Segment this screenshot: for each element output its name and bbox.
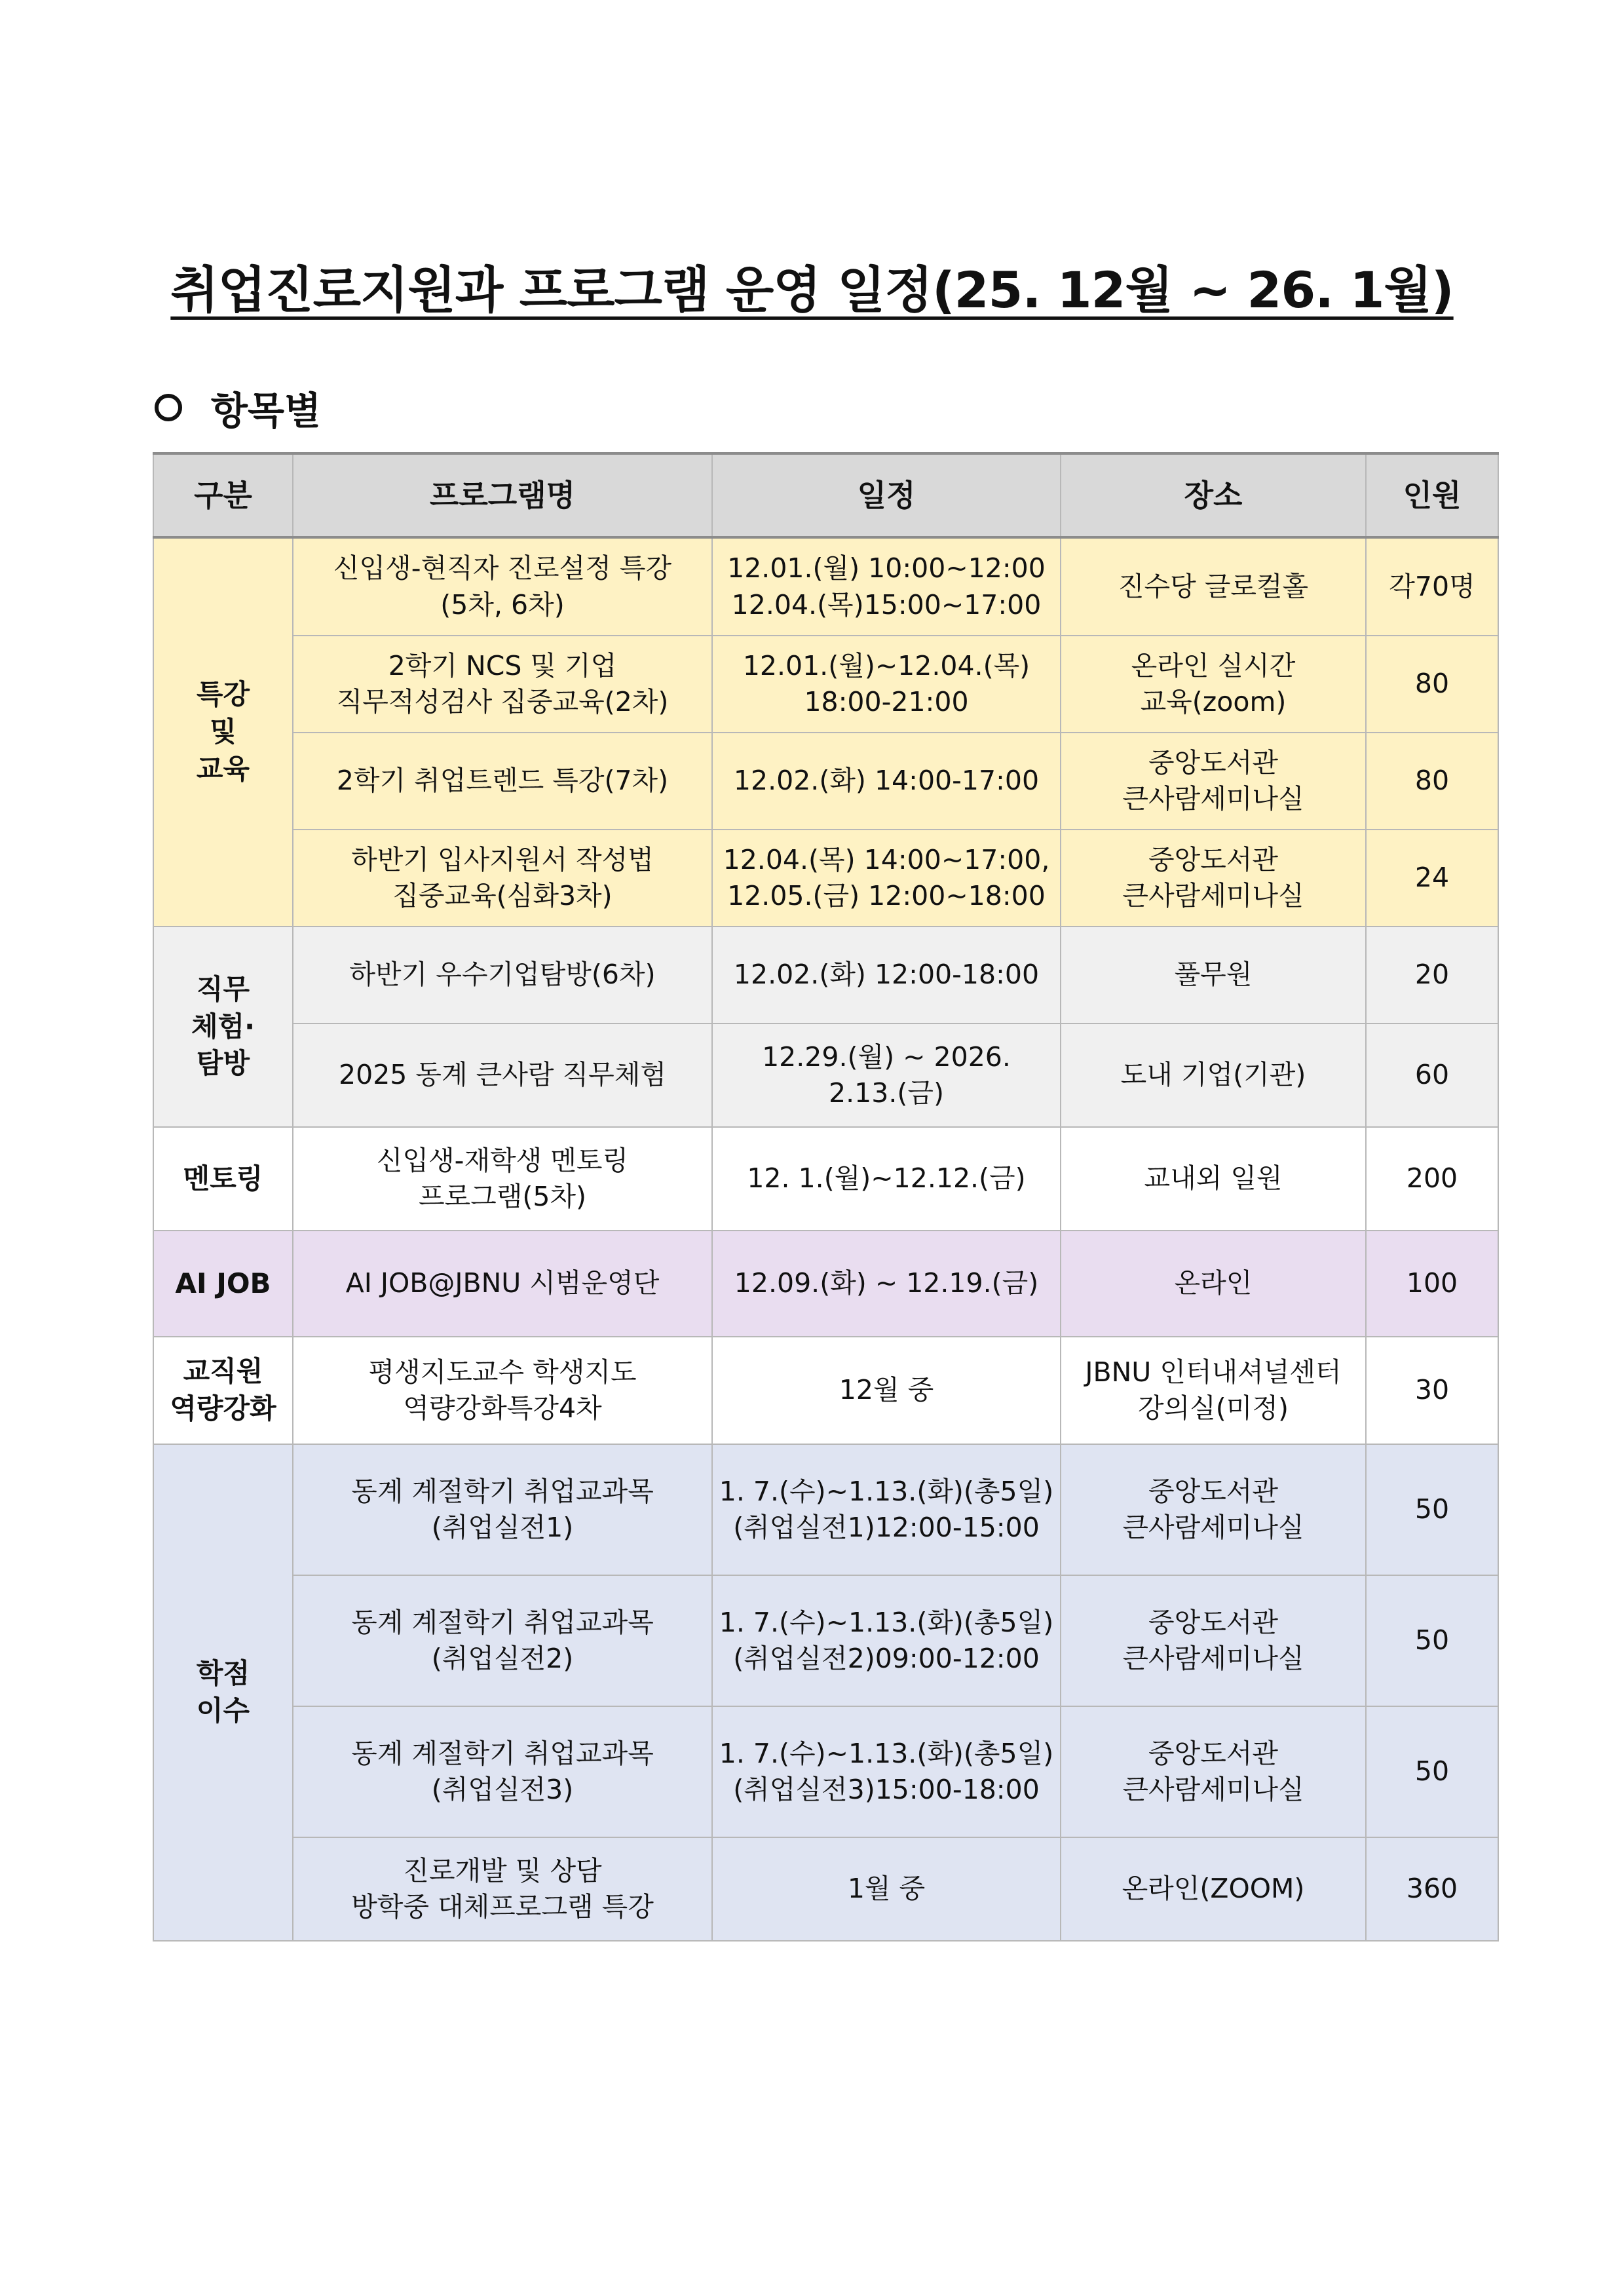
header-schedule: 일정 xyxy=(712,453,1061,537)
table-row xyxy=(153,1337,1498,1444)
circle-bullet-icon xyxy=(155,394,182,421)
category-cell-job-experience-visit: 직무 체험· 탐방 xyxy=(153,927,293,1127)
count-cell: 60 xyxy=(1366,1024,1498,1127)
header-category: 구분 xyxy=(153,453,293,537)
section-heading-label: 항목별 xyxy=(211,389,322,433)
place-cell: 중앙도서관 큰사람세미나실 xyxy=(1061,830,1366,927)
table-row xyxy=(153,830,1498,927)
page-title-text: 취업진로지원과 프로그램 운영 일정(25. 12월 ~ 26. 1월) xyxy=(170,261,1454,319)
schedule-cell: 12.04.(목) 14:00~17:00, 12.05.(금) 12:00~18:00 xyxy=(712,830,1061,927)
schedule-cell: 12.02.(화) 12:00-18:00 xyxy=(712,927,1061,1024)
place-cell: 교내외 일원 xyxy=(1061,1127,1366,1231)
schedule-table-body xyxy=(153,537,1498,1941)
place-cell: 중앙도서관 큰사람세미나실 xyxy=(1061,1575,1366,1706)
count-cell: 30 xyxy=(1366,1337,1498,1444)
program-cell: 2025 동계 큰사람 직무체험 xyxy=(293,1024,712,1127)
schedule-cell: 12.01.(월) 10:00~12:00 12.04.(목)15:00~17:00 xyxy=(712,537,1061,636)
count-cell: 80 xyxy=(1366,733,1498,830)
program-cell: AI JOB@JBNU 시범운영단 xyxy=(293,1231,712,1337)
schedule-cell: 12. 1.(월)~12.12.(금) xyxy=(712,1127,1061,1231)
schedule-cell: 1. 7.(수)~1.13.(화)(총5일) (취업실전3)15:00-18:00 xyxy=(712,1706,1061,1837)
header-count: 인원 xyxy=(1366,453,1498,537)
count-cell: 50 xyxy=(1366,1706,1498,1837)
program-cell: 하반기 입사지원서 작성법 집중교육(심화3차) xyxy=(293,830,712,927)
schedule-cell: 1. 7.(수)~1.13.(화)(총5일) (취업실전1)12:00-15:00 xyxy=(712,1444,1061,1575)
place-cell: 중앙도서관 큰사람세미나실 xyxy=(1061,733,1366,830)
program-cell: 진로개발 및 상담 방학중 대체프로그램 특강 xyxy=(293,1837,712,1941)
section-heading xyxy=(155,380,321,435)
count-cell: 24 xyxy=(1366,830,1498,927)
table-row xyxy=(153,1837,1498,1941)
program-cell: 동계 계절학기 취업교과목 (취업실전3) xyxy=(293,1706,712,1837)
place-cell: 중앙도서관 큰사람세미나실 xyxy=(1061,1444,1366,1575)
table-row xyxy=(153,1575,1498,1706)
schedule-cell: 12.01.(월)~12.04.(목) 18:00-21:00 xyxy=(712,636,1061,733)
count-cell: 360 xyxy=(1366,1837,1498,1941)
table-row xyxy=(153,537,1498,636)
schedule-cell: 12월 중 xyxy=(712,1337,1061,1444)
table-row xyxy=(153,1127,1498,1231)
schedule-cell: 12.02.(화) 14:00-17:00 xyxy=(712,733,1061,830)
category-cell-credit-courses: 학점 이수 xyxy=(153,1444,293,1941)
schedule-cell: 12.09.(화) ~ 12.19.(금) xyxy=(712,1231,1061,1337)
schedule-cell: 1월 중 xyxy=(712,1837,1061,1941)
schedule-table xyxy=(153,452,1499,1942)
table-row xyxy=(153,1024,1498,1127)
program-cell: 평생지도교수 학생지도 역량강화특강4차 xyxy=(293,1337,712,1444)
category-cell-lectures-education: 특강 및 교육 xyxy=(153,537,293,927)
count-cell: 50 xyxy=(1366,1575,1498,1706)
place-cell: 온라인 xyxy=(1061,1231,1366,1337)
schedule-cell: 1. 7.(수)~1.13.(화)(총5일) (취업실전2)09:00-12:00 xyxy=(712,1575,1061,1706)
count-cell: 100 xyxy=(1366,1231,1498,1337)
count-cell: 각70명 xyxy=(1366,537,1498,636)
place-cell: 온라인 실시간 교육(zoom) xyxy=(1061,636,1366,733)
category-cell-staff-capacity: 교직원 역량강화 xyxy=(153,1337,293,1444)
program-cell: 신입생-현직자 진로설정 특강 (5차, 6차) xyxy=(293,537,712,636)
category-cell-mentoring: 멘토링 xyxy=(153,1127,293,1231)
table-row xyxy=(153,927,1498,1024)
table-header-row xyxy=(153,453,1498,537)
table-row xyxy=(153,733,1498,830)
program-cell: 동계 계절학기 취업교과목 (취업실전1) xyxy=(293,1444,712,1575)
count-cell: 50 xyxy=(1366,1444,1498,1575)
program-cell: 신입생-재학생 멘토링 프로그램(5차) xyxy=(293,1127,712,1231)
program-cell: 하반기 우수기업탐방(6차) xyxy=(293,927,712,1024)
place-cell: JBNU 인터내셔널센터 강의실(미정) xyxy=(1061,1337,1366,1444)
header-place: 장소 xyxy=(1061,453,1366,537)
place-cell: 온라인(ZOOM) xyxy=(1061,1837,1366,1941)
place-cell: 도내 기업(기관) xyxy=(1061,1024,1366,1127)
table-row xyxy=(153,1706,1498,1837)
schedule-cell: 12.29.(월) ~ 2026. 2.13.(금) xyxy=(712,1024,1061,1127)
table-row xyxy=(153,1231,1498,1337)
header-program: 프로그램명 xyxy=(293,453,712,537)
place-cell: 풀무원 xyxy=(1061,927,1366,1024)
count-cell: 80 xyxy=(1366,636,1498,733)
count-cell: 200 xyxy=(1366,1127,1498,1231)
count-cell: 20 xyxy=(1366,927,1498,1024)
program-cell: 2학기 NCS 및 기업 직무적성검사 집중교육(2차) xyxy=(293,636,712,733)
program-cell: 동계 계절학기 취업교과목 (취업실전2) xyxy=(293,1575,712,1706)
table-row xyxy=(153,1444,1498,1575)
table-row xyxy=(153,636,1498,733)
page-title xyxy=(0,250,1624,322)
place-cell: 중앙도서관 큰사람세미나실 xyxy=(1061,1706,1366,1837)
place-cell: 진수당 글로컬홀 xyxy=(1061,537,1366,636)
category-cell-ai-job: AI JOB xyxy=(153,1231,293,1337)
program-cell: 2학기 취업트렌드 특강(7차) xyxy=(293,733,712,830)
